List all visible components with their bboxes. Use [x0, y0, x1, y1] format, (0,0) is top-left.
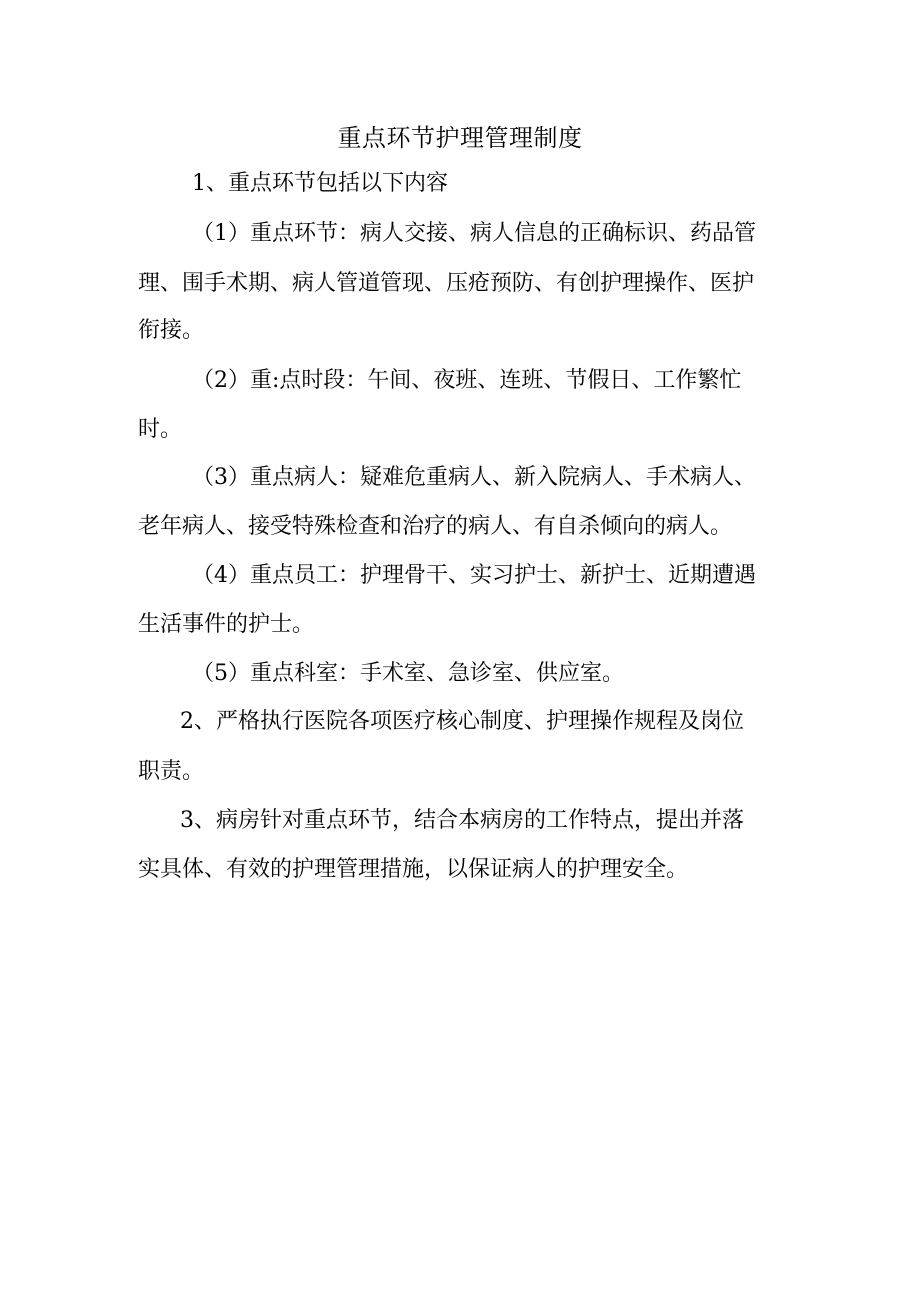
item-1-heading: 1、重点环节包括以下内容	[192, 171, 448, 196]
item-1-4-line-2: 生活事件的护士。	[138, 612, 315, 637]
item-1-5-line-1: （5）重点科室：手术室、急诊室、供应室。	[192, 661, 624, 686]
item-1-1-line-2: 理、围手术期、病人管道管现、压疮预防、有创护理操作、医护	[138, 271, 755, 296]
item-3-line-2: 实具体、有效的护理管理措施，以保证病人的护理安全。	[138, 857, 689, 882]
item-1-2-line-1: （2）重:点时段：午间、夜班、连班、节假日、工作繁忙	[192, 368, 742, 393]
item-2-line-2: 职责。	[138, 759, 205, 784]
item-3-line-1: 3、病房针对重点环节，结合本病房的工作特点，提出并落	[180, 808, 744, 833]
item-1-1-line-3: 衔接。	[138, 318, 205, 343]
item-1-2-line-2: 时。	[138, 417, 183, 442]
item-1-3-line-2: 老年病人、接受特殊检查和治疗的病人、有自杀倾向的病人。	[138, 514, 733, 539]
document-title: 重点环节护理管理制度	[337, 124, 583, 152]
item-1-3-line-1: （3）重点病人：疑难危重病人、新入院病人、手术病人、	[192, 465, 756, 490]
item-2-line-1: 2、严格执行医院各项医疗核心制度、护理操作规程及岗位	[180, 709, 744, 734]
item-1-4-line-1: （4）重点员工：护理骨干、实习护士、新护士、近期遭遇	[192, 563, 756, 588]
item-1-1-line-1: （1）重点环节：病人交接、病人信息的正确标识、药品管	[192, 221, 756, 246]
